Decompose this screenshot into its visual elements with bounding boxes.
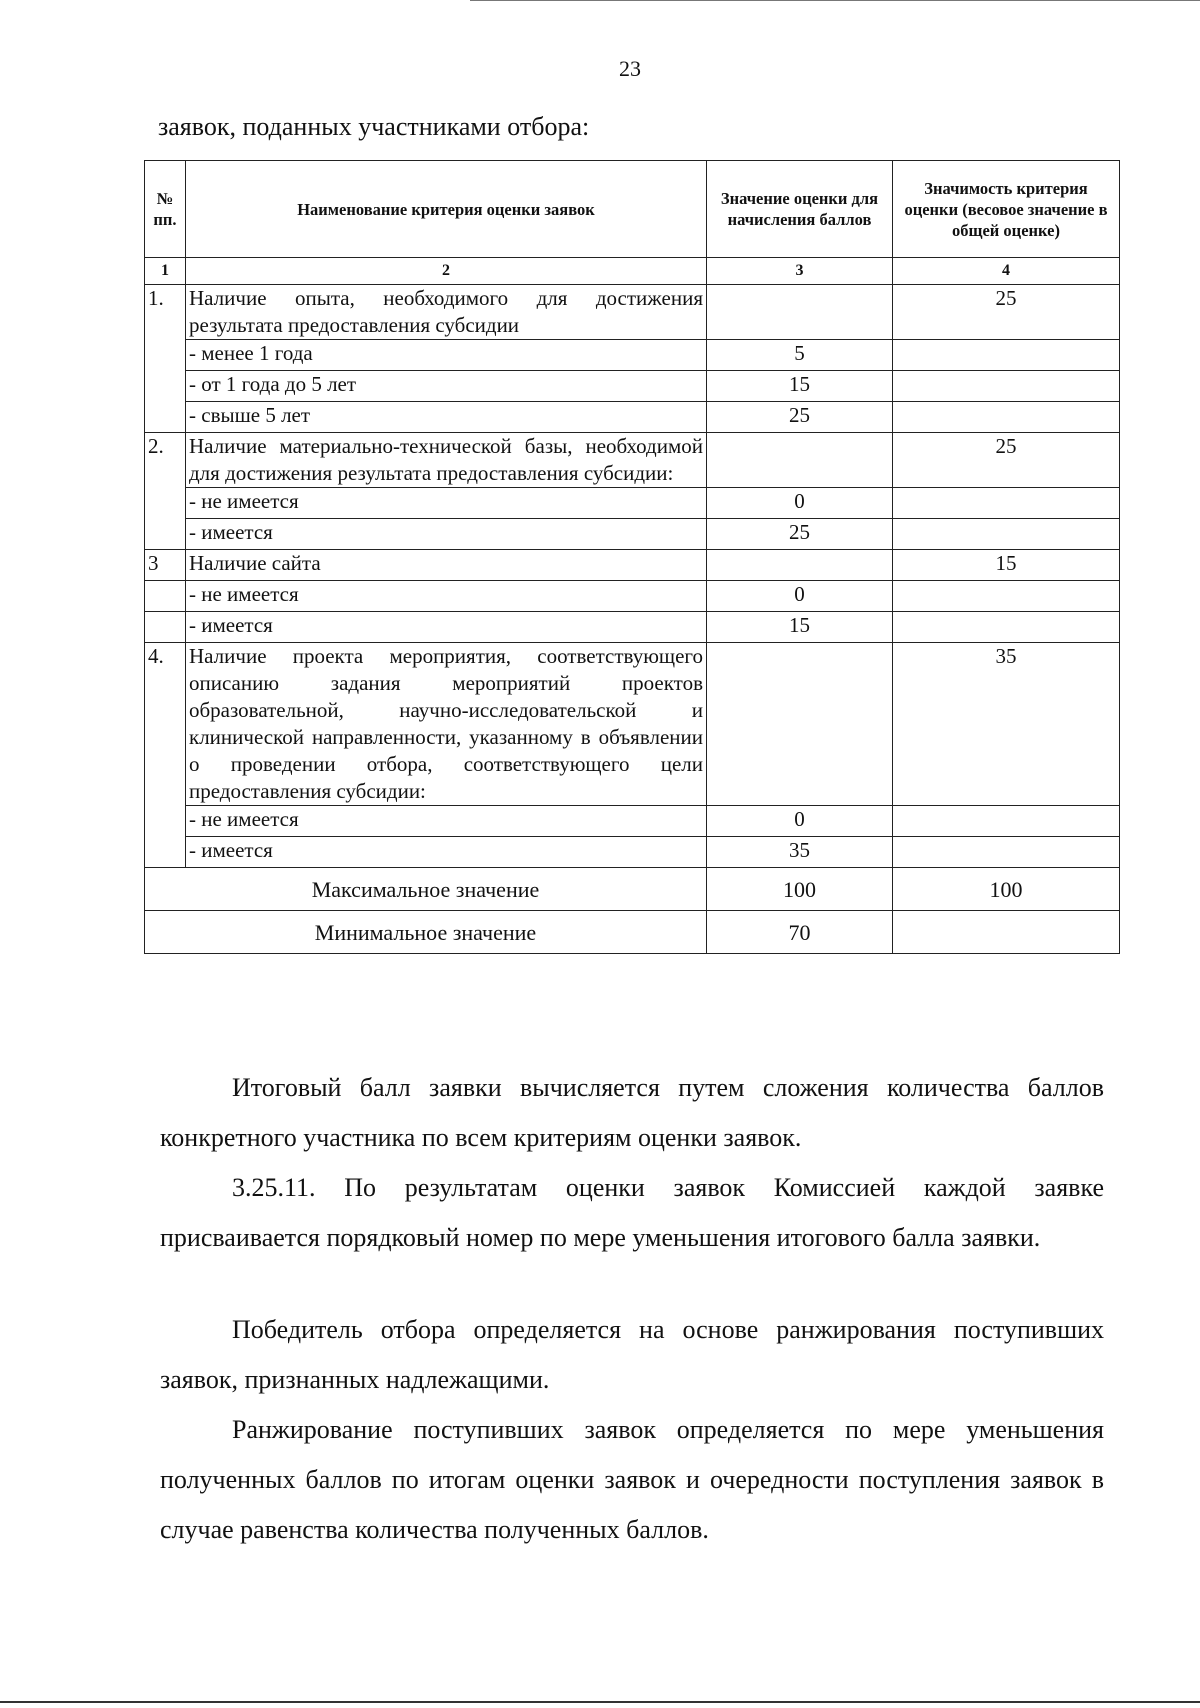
option-score: 0 <box>707 488 893 519</box>
intro-text: заявок, поданных участниками отбора: <box>158 112 590 141</box>
max-score: 100 <box>707 868 893 911</box>
option-label: - от 1 года до 5 лет <box>186 371 707 402</box>
option-label: - менее 1 года <box>186 340 707 371</box>
option-score: 35 <box>707 837 893 868</box>
criterion-name: Наличие материально-технической базы, необходимой для достижения результата предоставления субсидии: <box>186 433 707 488</box>
option-row <box>145 340 1120 371</box>
paragraph: Победитель отбора определяется на основе ранжирования поступивших заявок, признанных надлежащими. <box>160 1315 1104 1394</box>
bottom-rule <box>0 1701 1200 1703</box>
max-label: Максимальное значение <box>145 868 707 911</box>
criterion-score <box>707 433 893 488</box>
option-row <box>145 488 1120 519</box>
max-weight: 100 <box>893 868 1120 911</box>
criterion-row <box>145 643 1120 806</box>
criterion-weight: 35 <box>893 643 1120 806</box>
criterion-score <box>707 285 893 340</box>
criterion-number: 4. <box>145 643 186 868</box>
min-label: Минимальное значение <box>145 911 707 954</box>
option-label: - не имеется <box>186 581 707 612</box>
column-number: 4 <box>893 258 1120 285</box>
criterion-score <box>707 550 893 581</box>
min-row <box>145 911 1120 954</box>
criterion-row <box>145 433 1120 488</box>
option-score: 25 <box>707 402 893 433</box>
criterion-weight: 25 <box>893 433 1120 488</box>
option-label: - свыше 5 лет <box>186 402 707 433</box>
option-score: 0 <box>707 581 893 612</box>
option-label: - не имеется <box>186 488 707 519</box>
option-score: 5 <box>707 340 893 371</box>
paragraph: Итоговый балл заявки вычисляется путем сложения количества баллов конкретного участника по всем критериям оценки заявок. <box>160 1073 1104 1152</box>
header-number: № пп. <box>145 161 186 258</box>
option-score: 25 <box>707 519 893 550</box>
header-score: Значение оценки для начисления баллов <box>707 161 893 258</box>
criterion-number: 3 <box>145 550 186 581</box>
column-number: 1 <box>145 258 186 285</box>
option-row <box>145 519 1120 550</box>
option-row <box>145 371 1120 402</box>
column-numbers-row <box>145 258 1120 285</box>
paragraph: Ранжирование поступивших заявок определяется по мере уменьшения полученных баллов по итогам оценки заявок и очередности поступления заявок в случае равенства количества полученных баллов. <box>160 1415 1104 1544</box>
criterion-name: Наличие опыта, необходимого для достижения результата предоставления субсидии <box>186 285 707 340</box>
criterion-weight: 15 <box>893 550 1120 581</box>
option-label: - имеется <box>186 519 707 550</box>
option-score: 15 <box>707 612 893 643</box>
column-number: 3 <box>707 258 893 285</box>
max-row <box>145 868 1120 911</box>
option-row <box>145 581 1120 612</box>
criterion-score <box>707 643 893 806</box>
column-number: 2 <box>186 258 707 285</box>
option-label: - имеется <box>186 612 707 643</box>
page-number: 23 <box>619 56 641 81</box>
criterion-name: Наличие проекта мероприятия, соответствующего описанию задания мероприятий проектов образовательной, научно-исследовательской и клинической направленности, указанному в объявлении о проведении отбора, соответствующего цели предоставления субсидии: <box>186 643 707 806</box>
option-row <box>145 837 1120 868</box>
header-weight: Значимость критерия оценки (весовое значение в общей оценке) <box>893 161 1120 258</box>
header-criterion: Наименование критерия оценки заявок <box>186 161 707 258</box>
criterion-row <box>145 285 1120 340</box>
criterion-weight: 25 <box>893 285 1120 340</box>
option-row <box>145 402 1120 433</box>
option-score: 15 <box>707 371 893 402</box>
criterion-number: 2. <box>145 433 186 550</box>
option-row <box>145 612 1120 643</box>
table-header-row <box>145 161 1120 258</box>
option-label: - не имеется <box>186 806 707 837</box>
option-row <box>145 806 1120 837</box>
option-score: 0 <box>707 806 893 837</box>
criterion-name: Наличие сайта <box>186 550 707 581</box>
criterion-row <box>145 550 1120 581</box>
paragraph: 3.25.11. По результатам оценки заявок Комиссией каждой заявке присваивается порядковый номер по мере уменьшения итогового балла заявки. <box>160 1173 1104 1252</box>
criteria-table <box>144 160 1120 954</box>
option-label: - имеется <box>186 837 707 868</box>
criterion-number: 1. <box>145 285 186 433</box>
top-rule <box>470 0 1200 1</box>
min-score: 70 <box>707 911 893 954</box>
